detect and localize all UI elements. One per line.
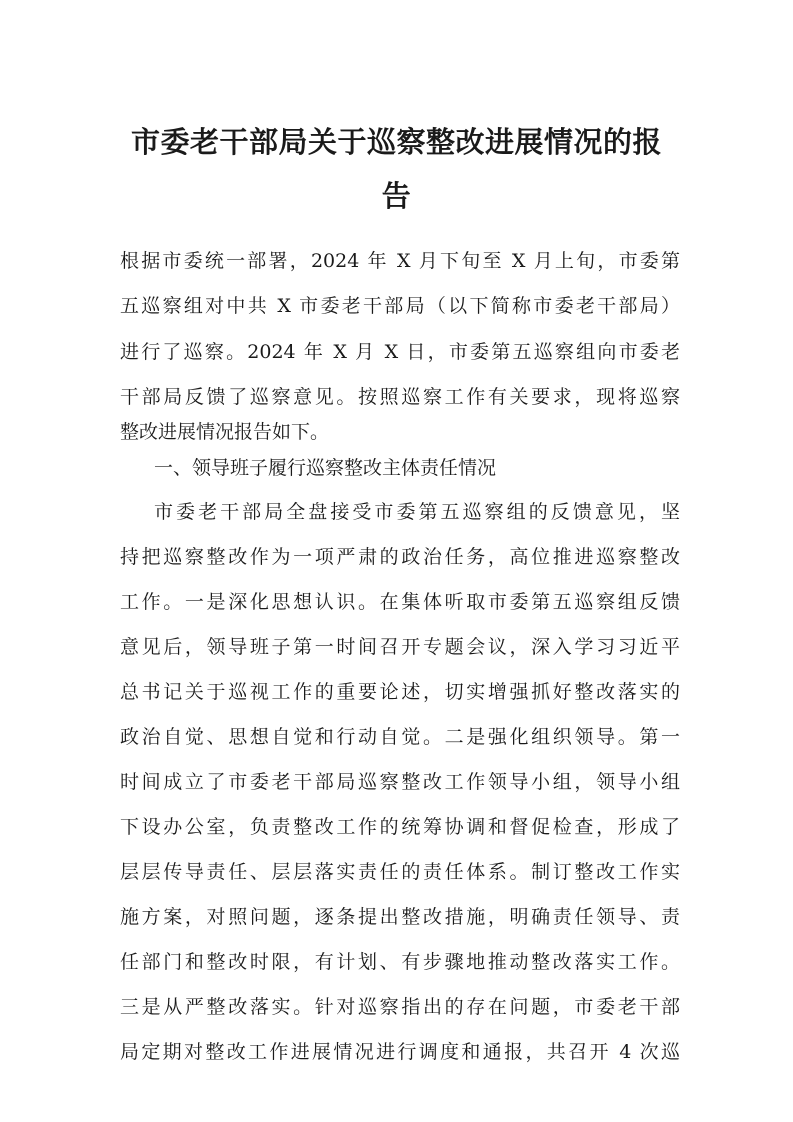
paragraph-line: 根据市委统一部署，2024 年 X 月下旬至 X 月上旬，市委第 [120,250,680,272]
paragraph-line: 持把巡察整改作为一项严肃的政治任务，高位推进巡察整改 [120,546,680,568]
paragraph-line: 层层传导责任、层层落实责任的责任体系。制订整改工作实 [120,861,680,883]
paragraph-line: 意见后，领导班子第一时间召开专题会议，深入学习习近平 [120,636,680,658]
document-title-line-1: 市委老干部局关于巡察整改进展情况的报 [130,125,662,159]
paragraph-line: 干部局反馈了巡察意见。按照巡察工作有关要求，现将巡察 [120,386,680,408]
section-heading: 一、领导班子履行巡察整改主体责任情况 [154,457,497,479]
paragraph-line: 时间成立了市委老干部局巡察整改工作领导小组，领导小组 [120,771,680,793]
paragraph-line: 下设办公室，负责整改工作的统筹协调和督促检查，形成了 [120,816,680,838]
paragraph-line: 政治自觉、思想自觉和行动自觉。二是强化组织领导。第一 [120,726,680,748]
paragraph-line: 工作。一是深化思想认识。在集体听取市委第五巡察组反馈 [120,591,680,613]
paragraph-line: 局定期对整改工作进展情况进行调度和通报，共召开 4 次巡 [120,1041,680,1063]
paragraph-line: 进行了巡察。2024 年 X 月 X 日，市委第五巡察组向市委老 [120,341,680,363]
paragraph-line: 施方案，对照问题，逐条提出整改措施，明确责任领导、责 [120,906,680,928]
paragraph-line: 三是从严整改落实。针对巡察指出的存在问题，市委老干部 [120,996,680,1018]
paragraph-line: 五巡察组对中共 X 市委老干部局（以下简称市委老干部局） [120,295,680,317]
paragraph-line: 市委老干部局全盘接受市委第五巡察组的反馈意见，坚 [154,501,680,523]
paragraph-line: 任部门和整改时限，有计划、有步骤地推动整改落实工作。 [120,951,680,973]
document-title-line-2: 告 [381,179,412,213]
paragraph-line: 总书记关于巡视工作的重要论述，切实增强抓好整改落实的 [120,681,680,703]
paragraph-line: 整改进展情况报告如下。 [120,421,330,443]
